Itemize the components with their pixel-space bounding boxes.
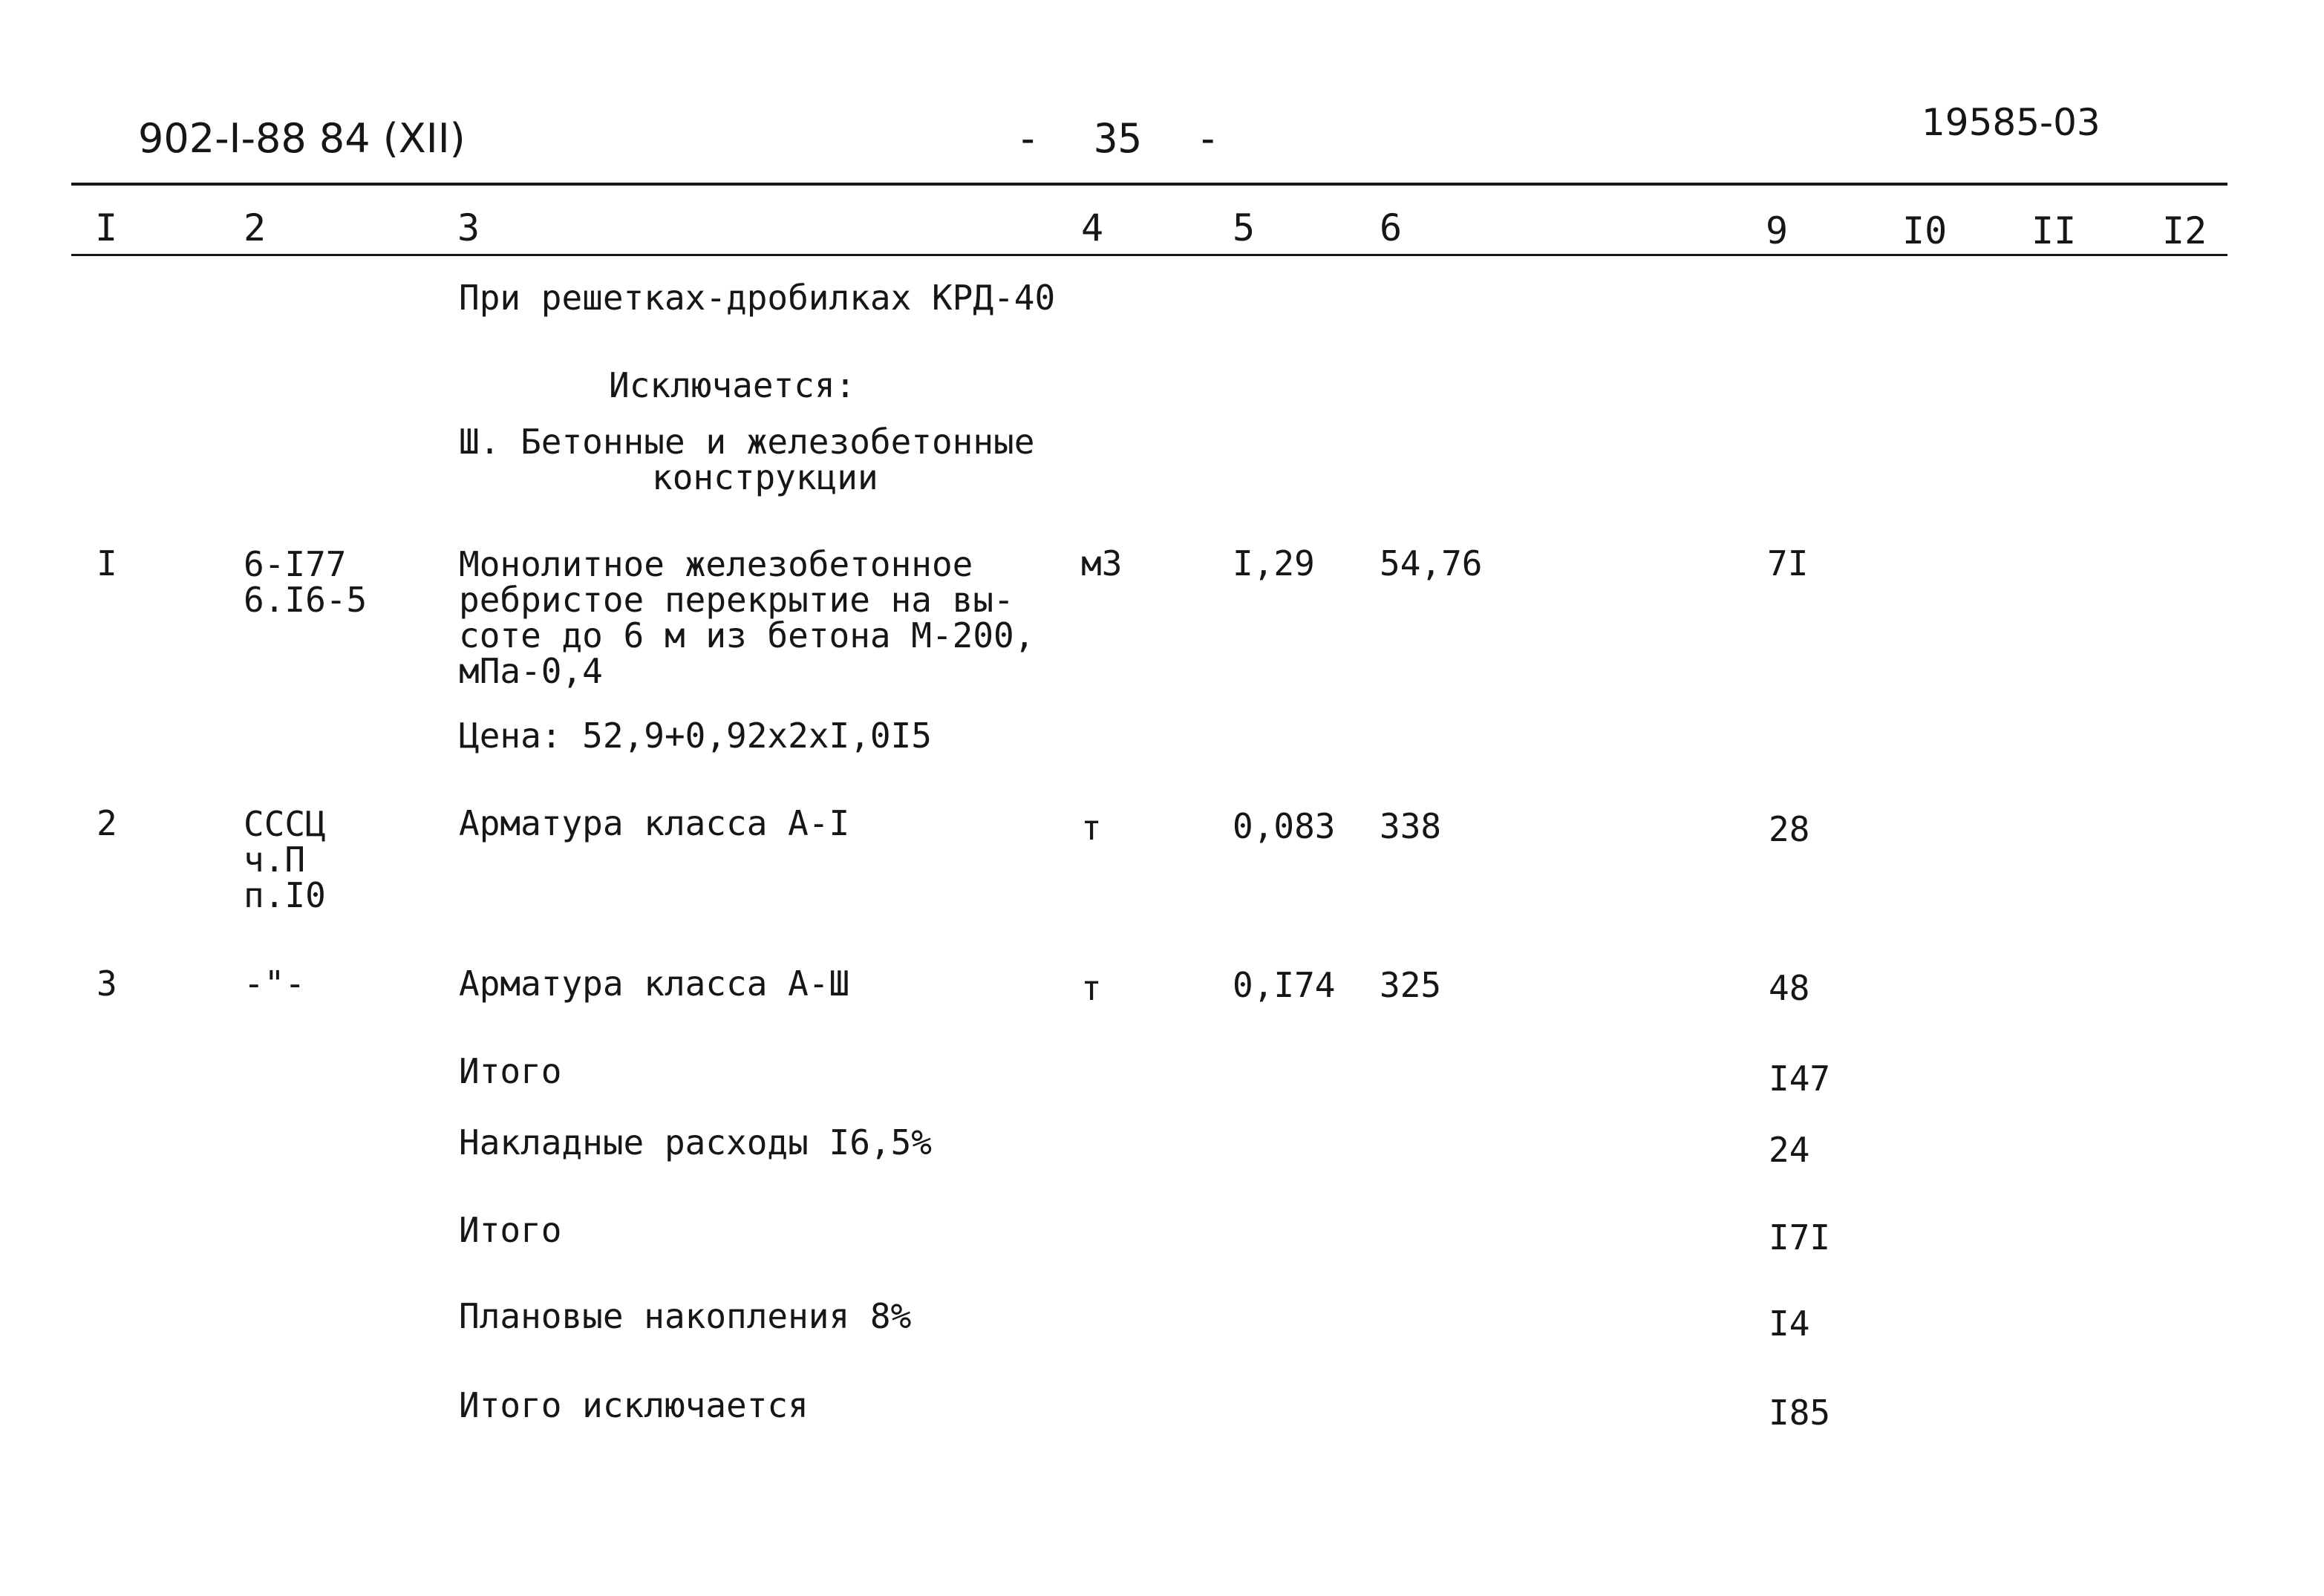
summary-value: I47 [1769, 1059, 1831, 1099]
row-unit: м3 [1081, 543, 1123, 583]
row-code: -"- [244, 964, 306, 1004]
code-line: СССЦ [244, 804, 326, 844]
description-line: ребристое перекрытие на вы- [459, 580, 1014, 620]
description-line: Монолитное железобетонное [459, 544, 973, 584]
page-number: - 35 - [1016, 115, 1221, 162]
code-line: 6.I6-5 [244, 580, 368, 620]
row-description [459, 546, 1034, 689]
row-unit: т [1081, 968, 1102, 1008]
summary-label: Итого [459, 1210, 562, 1250]
row-total: 7I [1767, 543, 1809, 583]
summary-value: I4 [1769, 1304, 1810, 1344]
row-unit: т [1081, 808, 1102, 848]
archive-number: 19585-03 [1922, 101, 2101, 144]
row-unit-price: 325 [1380, 965, 1442, 1005]
summary-label: Итого исключается [459, 1385, 809, 1425]
column-header-1: I [95, 206, 118, 249]
column-header-12: I2 [2162, 209, 2207, 252]
row-unit-price: 338 [1380, 806, 1442, 846]
row-code [244, 546, 367, 618]
row-description: Арматура класса А-Ш [459, 964, 850, 1004]
row-total: 48 [1769, 968, 1810, 1008]
row-total: 28 [1769, 809, 1810, 849]
row-unit-price: 54,76 [1380, 543, 1483, 583]
summary-value: I85 [1769, 1393, 1831, 1433]
code-line: ч.П [244, 840, 306, 880]
row-description: Арматура класса А-I [459, 803, 850, 843]
section-title-line2: конструкции [652, 457, 878, 497]
row-number: I [97, 543, 117, 583]
description-line: соте до 6 м из бетона М-200, [459, 615, 1035, 655]
code-line: п.I0 [244, 875, 326, 915]
row-number: 2 [97, 803, 117, 843]
summary-value: I7I [1769, 1217, 1831, 1257]
column-header-4: 4 [1081, 206, 1104, 249]
row-number: 3 [97, 964, 117, 1004]
column-header-10: I0 [1902, 209, 1948, 252]
summary-label: Накладные расходы I6,5% [459, 1122, 932, 1162]
header-top-rule [71, 183, 2227, 186]
document-code: 902-I-88 84 (XII) [138, 115, 466, 162]
column-header-9: 9 [1766, 209, 1789, 252]
section-title-line1: Ш. Бетонные и железобетонные [459, 422, 1035, 462]
row-quantity: 0,083 [1233, 806, 1336, 846]
summary-label: Итого [459, 1051, 562, 1091]
summary-value: 24 [1769, 1130, 1810, 1170]
excluded-label: Исключается: [609, 365, 856, 405]
row-price-note: Цена: 52,9+0,92х2хI,0I5 [459, 716, 932, 756]
column-header-5: 5 [1233, 206, 1256, 249]
summary-label: Плановые накопления 8% [459, 1296, 912, 1336]
column-header-2: 2 [244, 206, 267, 249]
row-quantity: 0,I74 [1233, 965, 1336, 1005]
code-line: 6-I77 [244, 544, 347, 584]
column-header-11: II [2031, 209, 2077, 252]
column-header-6: 6 [1380, 206, 1403, 249]
row-quantity: I,29 [1233, 543, 1315, 583]
description-line: мПа-0,4 [459, 651, 603, 691]
section-condition: При решетках-дробилках КРД-40 [459, 278, 1056, 318]
header-bottom-rule [71, 254, 2227, 256]
row-code [244, 806, 326, 913]
column-header-3: 3 [457, 206, 480, 249]
